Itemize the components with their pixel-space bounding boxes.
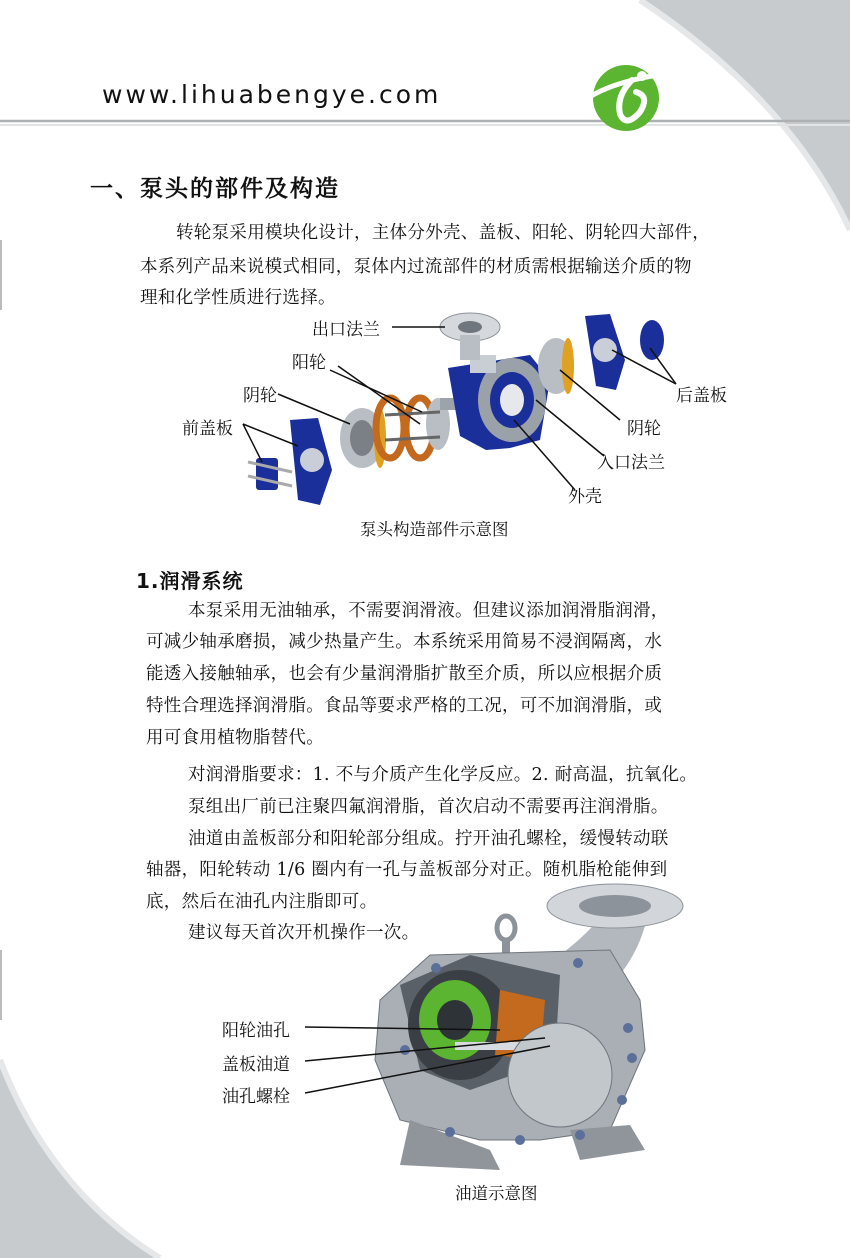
label-male-rotor: 阳轮	[292, 353, 326, 373]
paragraph-line: 轴器，阳轮转动 1/6 圈内有一孔与盖板部分对正。随机脂枪能伸到	[146, 860, 668, 880]
label-female-rotor-right: 阴轮	[627, 419, 661, 439]
intro-line: 转轮泵采用模块化设计，主体分外壳、盖板、阳轮、阴轮四大部件，	[176, 223, 710, 243]
intro-line: 理和化学性质进行选择。	[140, 288, 336, 308]
paragraph-line: 可减少轴承磨损，减少热量产生。本系统采用简易不浸润隔离，水	[146, 632, 663, 652]
paragraph-line: 特性合理选择润滑脂。食品等要求严格的工况，可不加润滑脂，或	[146, 696, 663, 716]
label-cover-oil-channel: 盖板油道	[222, 1055, 290, 1075]
paragraph-line: 本泵采用无油轴承，不需要润滑液。但建议添加润滑脂润滑，	[188, 601, 669, 621]
label-inlet-flange: 入口法兰	[597, 453, 665, 473]
label-rear-cover: 后盖板	[676, 386, 727, 406]
paragraph-line: 对润滑脂要求：1. 不与介质产生化学反应。2. 耐高温，抗氧化。	[188, 765, 698, 785]
label-outlet-flange: 出口法兰	[312, 320, 380, 340]
label-male-rotor-oil-hole: 阳轮油孔	[222, 1021, 290, 1041]
paragraph-line: 能透入接触轴承，也会有少量润滑脂扩散至介质，所以应根据介质	[146, 664, 663, 684]
label-female-rotor-left: 阴轮	[243, 386, 277, 406]
label-front-cover: 前盖板	[182, 419, 233, 439]
paragraph-line: 用可食用植物脂替代。	[146, 728, 324, 748]
paragraph-line: 油道由盖板部分和阳轮部分组成。拧开油孔螺栓，缓慢转动联	[188, 829, 669, 849]
intro-line: 本系列产品来说模式相同，泵体内过流部件的材质需根据输送介质的物	[140, 257, 692, 277]
paragraph-line: 泵组出厂前已注聚四氟润滑脂，首次启动不需要再注润滑脂。	[188, 797, 669, 817]
paragraph-line: 底，然后在油孔内注脂即可。	[146, 892, 378, 912]
section-heading-lubrication: 1.润滑系统	[136, 569, 244, 593]
label-housing: 外壳	[568, 487, 602, 507]
label-oil-hole-bolt: 油孔螺栓	[222, 1087, 290, 1107]
paragraph-line: 建议每天首次开机操作一次。	[188, 923, 420, 943]
website-url: www.lihuabengye.com	[102, 80, 442, 109]
section-heading-pump-head: 一、泵头的部件及构造	[90, 176, 340, 202]
figure-caption-pump-parts: 泵头构造部件示意图	[360, 520, 509, 539]
figure-caption-oil-channel: 油道示意图	[455, 1184, 538, 1203]
